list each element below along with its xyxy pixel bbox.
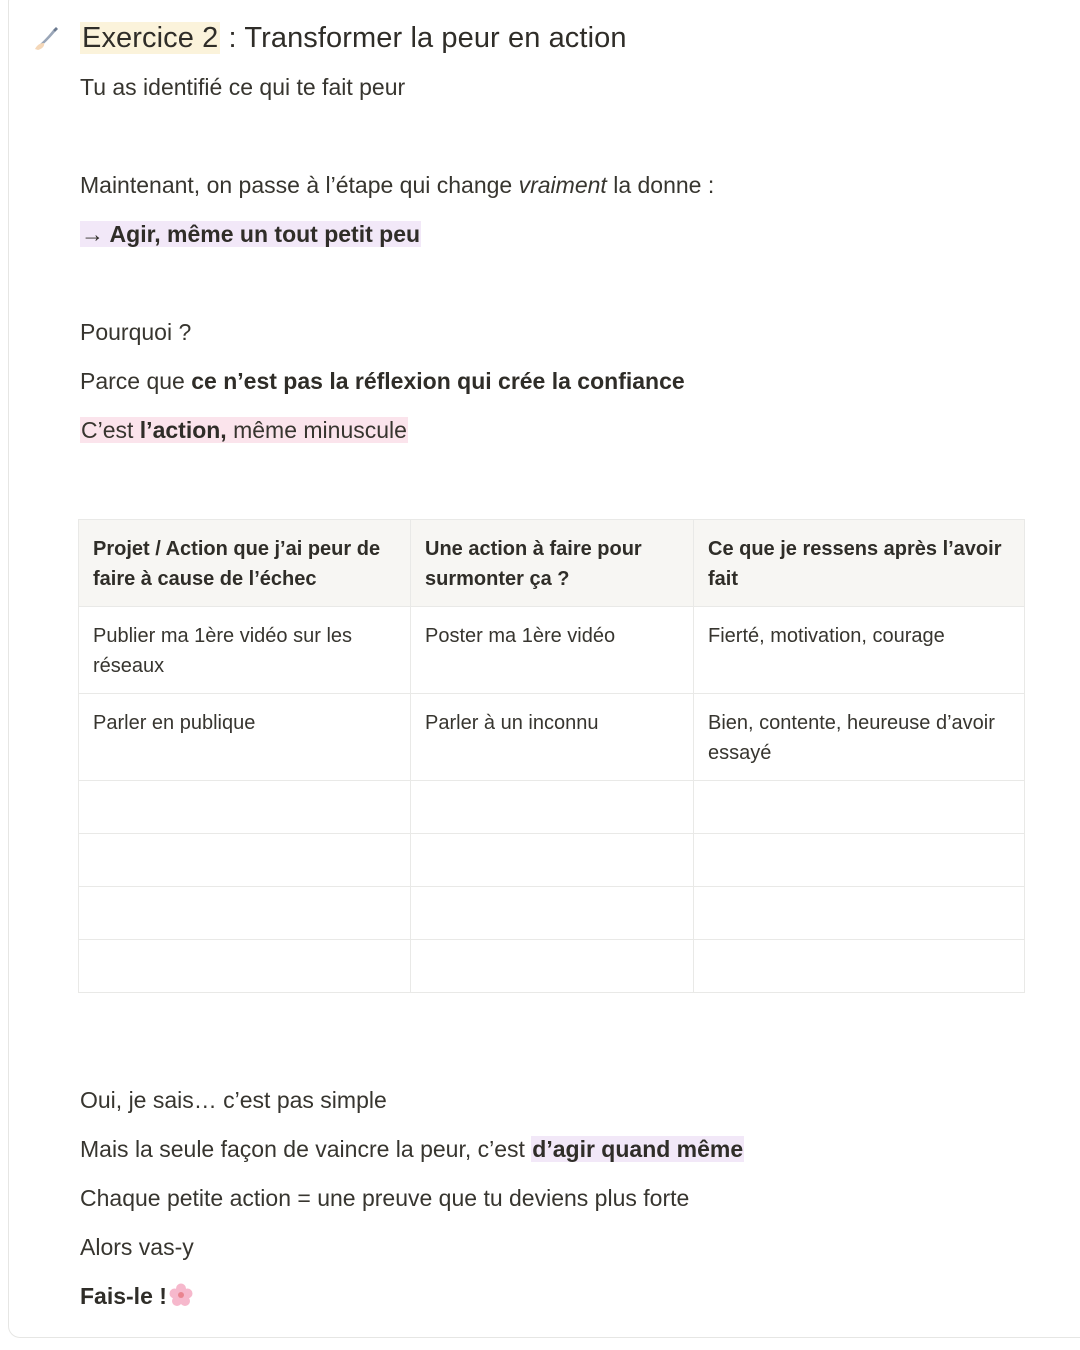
table-cell[interactable]: Bien, contente, heureuse d’avoir essayé [694,694,1025,781]
intro-highlight [80,219,421,249]
why-line-2: C’est l’action, même minuscule [81,417,407,443]
fais-le: Fais-le ! [80,1283,167,1309]
table-cell[interactable] [694,834,1025,887]
page-title [80,22,627,55]
agir-highlight: → Agir, même un tout petit peu [81,221,421,247]
intro-line-2: Maintenant, on passe à l’étape qui change vraiment la donne : [80,172,715,198]
outro-line-1: Oui, je sais… c’est pas simple [80,1087,387,1113]
intro-line-1: Tu as identifié ce qui te fait peur [80,74,406,100]
exercise-number: Exercice 2 [82,21,219,54]
table-row [79,607,1025,694]
table-header-cell[interactable]: Projet / Action que j’ai peur de faire à cause de l’échec [79,520,411,607]
table-cell[interactable] [694,940,1025,993]
table-row [79,887,1025,940]
title-separator: : [220,21,245,54]
table-cell[interactable]: Poster ma 1ère vidéo [411,607,694,694]
writing-hand-icon [32,24,60,52]
table-cell[interactable] [411,834,694,887]
table-cell[interactable]: Parler en publique [79,694,411,781]
table-cell[interactable] [411,887,694,940]
table-cell[interactable] [79,887,411,940]
table-cell[interactable] [79,940,411,993]
table-cell[interactable]: Publier ma 1ère vidéo sur les réseaux [79,607,411,694]
table-cell[interactable] [694,781,1025,834]
table-cell[interactable]: Parler à un inconnu [411,694,694,781]
table-header-cell[interactable]: Ce que je ressens après l’avoir fait [694,520,1025,607]
action-table [78,519,1025,993]
table-cell[interactable] [79,781,411,834]
table-row [79,781,1025,834]
cherry-blossom-icon [169,1283,193,1314]
agir-quand-meme: d’agir quand même [532,1136,744,1162]
why-bold-2: l’action, [139,417,227,443]
table-row [79,694,1025,781]
table-cell[interactable] [694,887,1025,940]
table-cell[interactable] [79,834,411,887]
why-question: Pourquoi ? [80,319,192,345]
why-bold-1: ce n’est pas la réflexion qui crée la confiance [191,368,685,394]
outro-line-2: Mais la seule façon de vaincre la peur, c’est d’agir quand même [80,1136,744,1162]
table-header-cell[interactable]: Une action à faire pour surmonter ça ? [411,520,694,607]
why-line-1: Parce que ce n’est pas la réflexion qui crée la confiance [80,368,685,394]
outro-line-4: Alors vas-y [80,1234,194,1260]
table-cell[interactable]: Fierté, motivation, courage [694,607,1025,694]
emphasis-vraiment: vraiment [518,172,607,198]
table-row [79,940,1025,993]
outro-line-5 [80,1281,193,1314]
table-cell[interactable] [411,781,694,834]
title-text: Transformer la peur en action [244,21,627,54]
exercise-heading [32,16,627,60]
table-header-row [79,520,1025,607]
table-cell[interactable] [411,940,694,993]
outro-line-3: Chaque petite action = une preuve que tu deviens plus forte [80,1185,690,1211]
table-row [79,834,1025,887]
